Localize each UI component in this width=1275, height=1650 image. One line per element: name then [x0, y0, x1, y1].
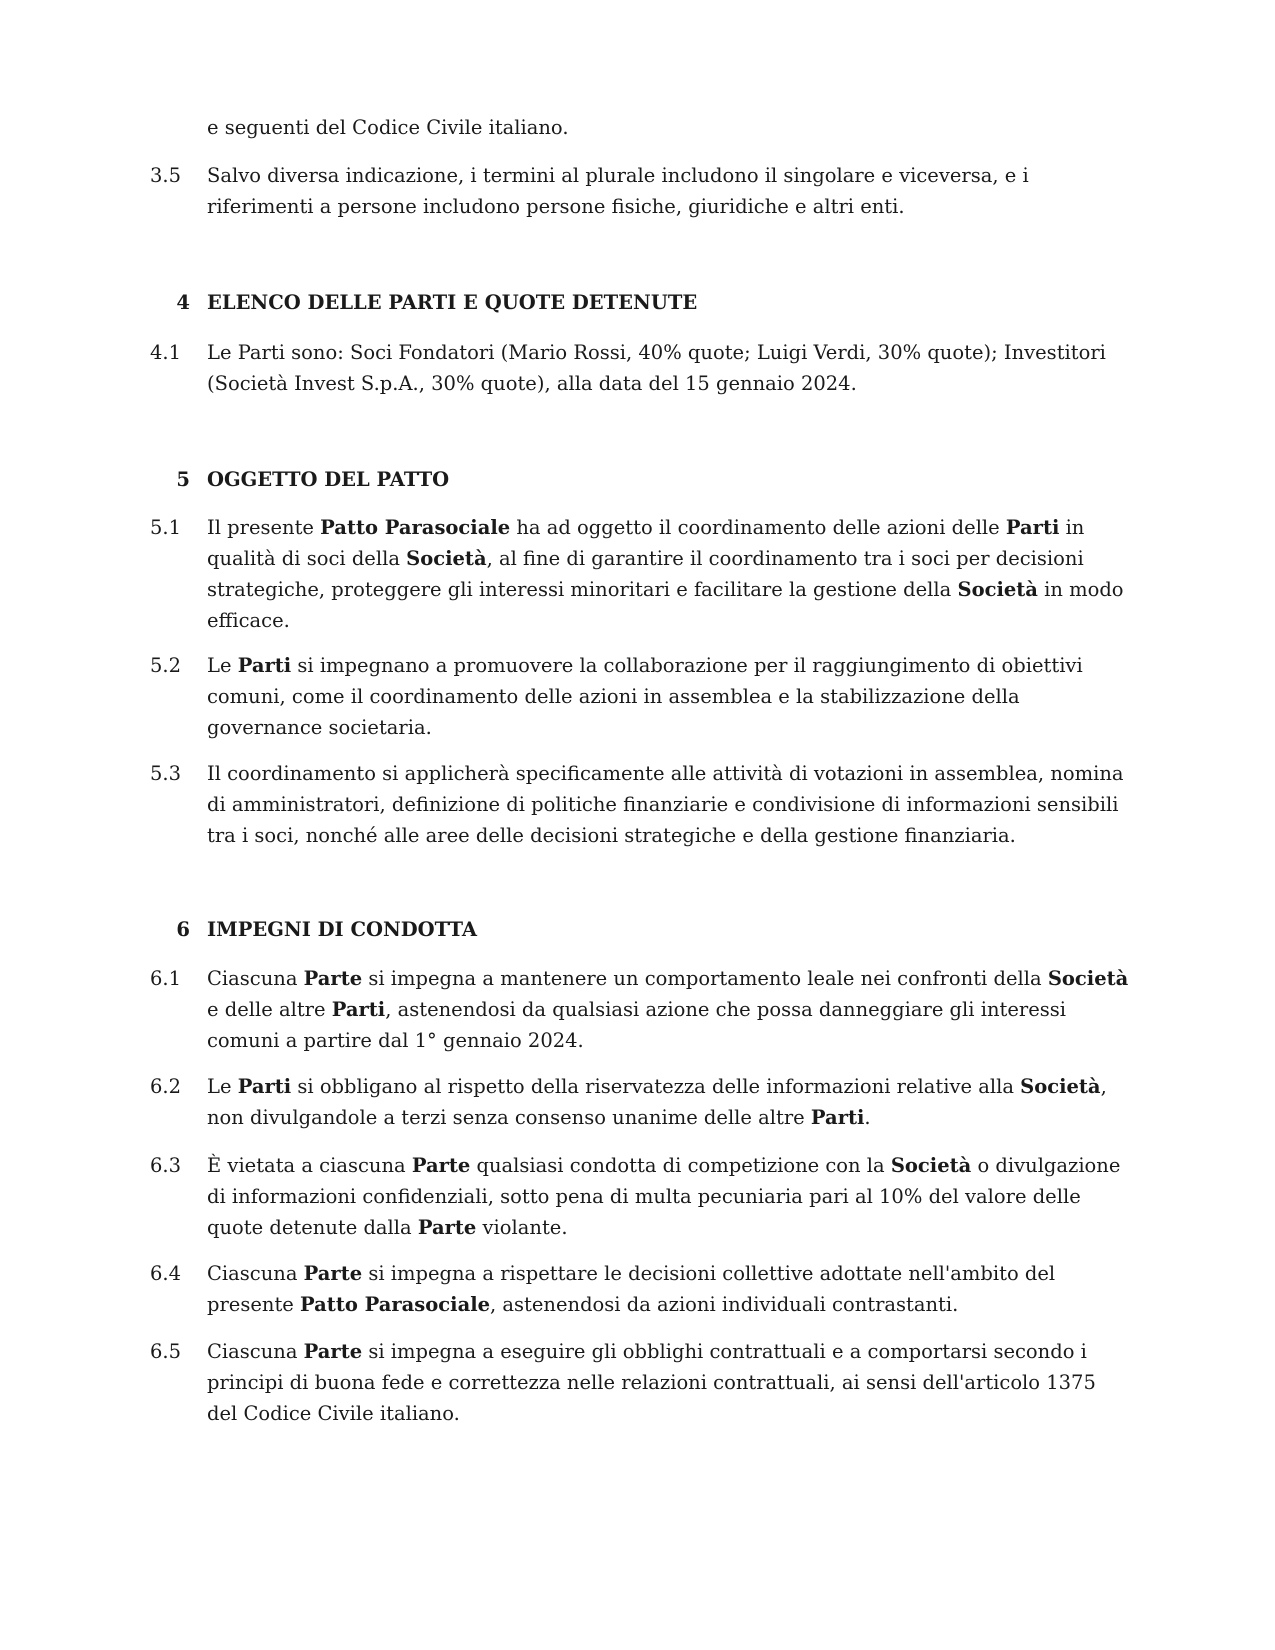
defined-term: Società: [957, 578, 1038, 601]
clause-text: È vietata a ciascuna Parte qualsiasi condotta di competizione con la Società o divulgazione di informazioni confidenziali, sotto pena di multa pecuniaria pari al 10% del valore delle quote detenute dalla Parte violante.: [207, 1154, 1121, 1239]
section-number: 6: [176, 918, 190, 941]
clause-number: 6.2: [150, 1075, 182, 1098]
defined-term: Parte: [303, 1340, 363, 1363]
clause-number: 6.5: [150, 1340, 182, 1363]
paragraph-text: e seguenti del Codice Civile italiano.: [207, 116, 569, 139]
defined-term: Parte: [411, 1154, 471, 1177]
defined-term: Parte: [303, 967, 363, 990]
defined-term: Società: [1020, 1075, 1101, 1098]
section-title: IMPEGNI DI CONDOTTA: [207, 918, 478, 941]
clause-number: 6.1: [150, 967, 182, 990]
clause-number: 6.3: [150, 1154, 182, 1177]
clause-text: Il presente Patto Parasociale ha ad oggetto il coordinamento delle azioni delle Parti in qualità di soci della Società, al fine di garantire il coordinamento tra i soci per decisioni strategiche, proteggere gli interessi minoritari e facilitare la gestione della Società in modo efficace.: [207, 516, 1124, 632]
defined-term: Parti: [331, 998, 386, 1021]
section-number: 5: [176, 468, 190, 491]
section-number: 4: [176, 291, 190, 314]
defined-term: Parte: [303, 1262, 363, 1285]
defined-term: Parti: [237, 1075, 292, 1098]
defined-term: Parti: [810, 1106, 865, 1129]
clause-text: Salvo diversa indicazione, i termini al plurale includono il singolare e viceversa, e i riferimenti a persone includono persone fisiche, giuridiche e altri enti.: [207, 164, 1029, 218]
clause-number: 6.4: [150, 1262, 182, 1285]
clause-number: 3.5: [150, 164, 182, 187]
defined-term: Società: [890, 1154, 972, 1177]
defined-term: Società: [1047, 967, 1129, 990]
defined-term: Patto Parasociale: [320, 516, 511, 539]
clause-text: Ciascuna Parte si impegna a mantenere un comportamento leale nei confronti della Società e delle altre Parti, astenendosi da qualsiasi azione che possa danneggiare gli interessi comuni a partire dal 1° gennaio 2024.: [207, 967, 1129, 1052]
section-title: OGGETTO DEL PATTO: [207, 468, 450, 491]
clause-text: Ciascuna Parte si impegna a rispettare le decisioni collettive adottate nell'ambito del presente Patto Parasociale, astenendosi da azioni individuali contrastanti.: [207, 1262, 1056, 1316]
section-title: ELENCO DELLE PARTI E QUOTE DETENUTE: [207, 291, 698, 314]
defined-term: Parti: [237, 654, 292, 677]
clause-number: 5.3: [150, 762, 182, 785]
clause-text: Ciascuna Parte si impegna a eseguire gli obblighi contrattuali e a comportarsi secondo i principi di buona fede e correttezza nelle relazioni contrattuali, ai sensi dell'articolo 1375 del Codice Civile italiano.: [207, 1340, 1096, 1425]
clause-text: Le Parti si obbligano al rispetto della riservatezza delle informazioni relative alla Società, non divulgandole a terzi senza consenso unanime delle altre Parti.: [207, 1075, 1107, 1129]
defined-term: Parte: [417, 1216, 477, 1239]
clause-text: Le Parti si impegnano a promuovere la collaborazione per il raggiungimento di obiettivi comuni, come il coordinamento delle azioni in assemblea e la stabilizzazione della governance societaria.: [207, 654, 1083, 739]
defined-term: Patto Parasociale: [300, 1293, 491, 1316]
defined-term: Parti: [1005, 516, 1060, 539]
clause-number: 4.1: [150, 341, 182, 364]
clause-text: Le Parti sono: Soci Fondatori (Mario Rossi, 40% quote; Luigi Verdi, 30% quote); Investitori (Società Invest S.p.A., 30% quote), alla data del 15 gennaio 2024.: [207, 341, 1106, 395]
defined-term: Società: [406, 547, 487, 570]
clause-number: 5.1: [150, 516, 182, 539]
clause-number: 5.2: [150, 654, 182, 677]
clause-text: Il coordinamento si applicherà specificamente alle attività di votazioni in assemblea, nomina di amministratori, definizione di politiche finanziarie e condivisione di informazioni sensibili tra i soci, nonché alle aree delle decisioni strategiche e della gestione finanziaria.: [207, 762, 1124, 847]
